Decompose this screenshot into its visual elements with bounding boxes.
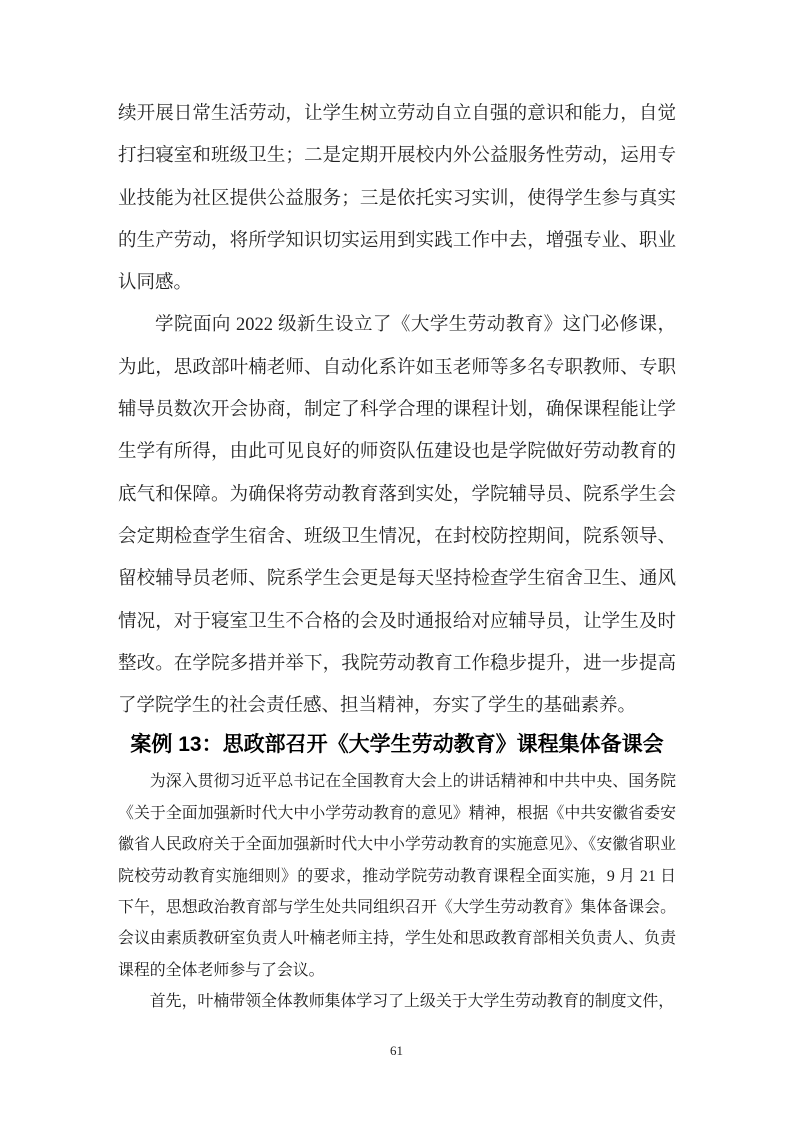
document-body <box>118 93 676 1018</box>
paragraph-meeting-background: 为深入贯彻习近平总书记在全国教育大会上的讲话精神和中共中央、国务院《关于全面加强新时代大中小学劳动教育的意见》精神，根据《中共安徽省委安徽省人民政府关于全面加强新时代大中小学劳动教育的实施意见》、《安徽省职业院校劳动教育实施细则》的要求，推动学院劳动教育课程全面实施，9 月 21 日下午，思想政治教育部与学生处共同组织召开《大学生劳动教育》集体备课会。会议由素质教研室负责人叶楠老师主持，学生处和思政教育部相关负责人、负责课程的全体老师参与了会议。 <box>118 773 676 979</box>
paragraph-course-setup: 学院面向 2022 级新生设立了《大学生劳动教育》这门必修课，为此，思政部叶楠老师、自动化系许如玉老师等多名专职教师、专职辅导员数次开会协商，制定了科学合理的课程计划，确保课程能让学生学有所得，由此可见良好的师资队伍建设也是学院做好劳动教育的底气和保障。为确保将劳动教育落到实处，学院辅导员、院系学生会会定期检查学生宿舍、班级卫生情况，在封校防控期间，院系领导、留校辅导员老师、院系学生会更是每天坚持检查学生宿舍卫生、通风情况，对于寝室卫生不合格的会及时通报给对应辅导员，让学生及时整改。在学院多措并举下，我院劳动教育工作稳步提升，进一步提高了学院学生的社会责任感、担当精神，夯实了学生的基础素养。 <box>118 315 676 717</box>
case-13-heading: 案例 13：思政部召开《大学生劳动教育》课程集体备课会 <box>130 733 664 757</box>
paragraph-labor-practice-continuation: 续开展日常生活劳动，让学生树立劳动自立自强的意识和能力，自觉打扫寝室和班级卫生；二是定期开展校内外公益服务性劳动，运用专业技能为社区提供公益服务；三是依托实习实训，使得学生参与真实的生产劳动，将所学知识切实运用到实践工作中去，增强专业、职业认同感。 <box>118 104 676 294</box>
paragraph-meeting-first-step: 首先，叶楠带领全体教师集体学习了上级关于大学生劳动教育的制度文件， <box>149 993 675 1011</box>
page-number: 61 <box>390 1043 403 1058</box>
